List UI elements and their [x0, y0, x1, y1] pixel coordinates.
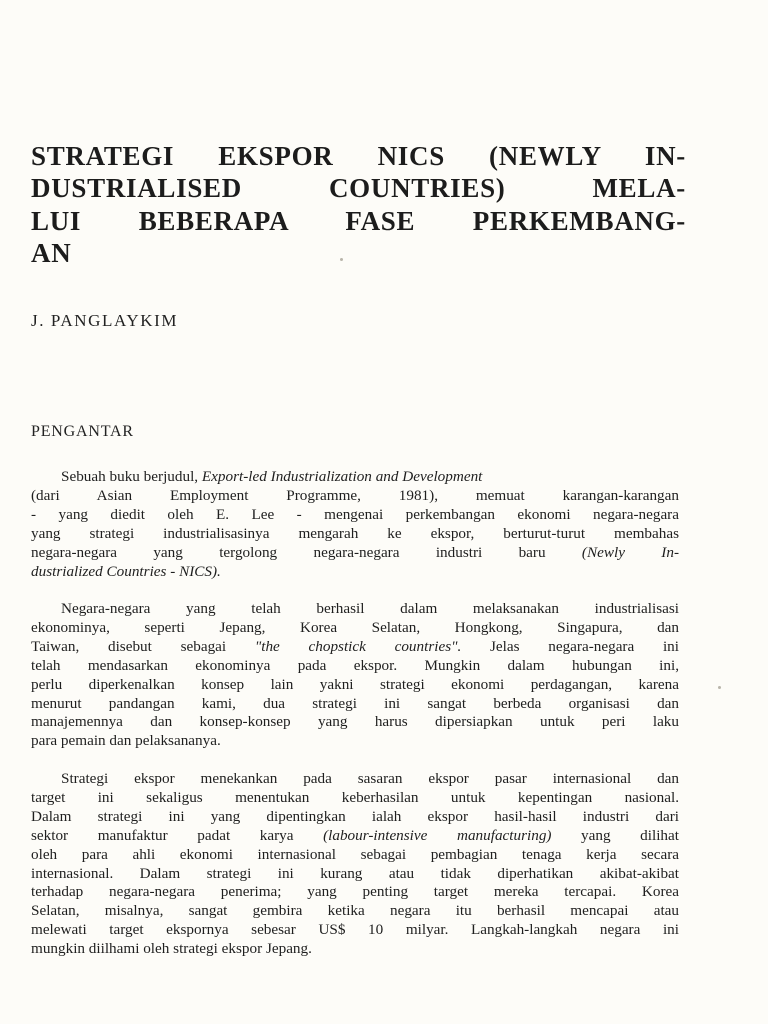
title-line: STRATEGI EKSPOR NICS (NEWLY IN- — [31, 141, 686, 171]
text-run: yang dilihat — [551, 826, 679, 844]
paragraph-line: para pemain dan pelaksananya. — [31, 732, 221, 750]
text-run: sektor manufaktur padat karya — [31, 826, 324, 844]
paragraph-line: ekonominya, seperti Jepang, Korea Selatan, Hongkong, Singapura, dan — [31, 618, 679, 636]
italic-term: (labour-intensive manufacturing) — [323, 826, 552, 844]
scan-speck — [340, 258, 343, 261]
paragraph-line: perlu diperkenalkan konsep lain yakni strategi ekonomi perdagangan, karena — [31, 675, 679, 693]
title-line: LUI BEBERAPA FASE PERKEMBANG- — [31, 205, 686, 236]
text-run: Taiwan, disebut sebagai — [31, 637, 255, 655]
paragraph-line: terhadap negara-negara penerima; yang penting target mereka tercapai. Korea — [31, 883, 679, 901]
paragraph-line: yang strategi industrialisasinya mengarah ke ekspor, berturut-turut membahas — [31, 524, 679, 542]
paragraph-line: Dalam strategi ini yang dipentingkan ialah ekspor hasil-hasil industri dari — [31, 807, 679, 825]
paragraph — [31, 600, 679, 751]
text-run: negara-negara yang tergolong negara-negara industri baru — [31, 543, 582, 561]
paragraph-line — [31, 563, 679, 582]
paragraph-line: (dari Asian Employment Programme, 1981), memuat karangan-karangan — [31, 486, 679, 504]
text-run: Sebuah buku berjudul, — [61, 468, 202, 485]
paragraph — [31, 770, 679, 959]
author-name: J. PANGLAYKIM — [31, 311, 179, 330]
paragraph-line: menurut pandangan kami, dua strategi ini sangat berbeda organisasi dan — [31, 694, 679, 712]
paragraph-line: Negara-negara yang telah berhasil dalam melaksanakan industrialisasi — [61, 600, 679, 617]
paragraph-line: manajemennya dan konsep-konsep yang harus dipersiapkan untuk peri laku — [31, 713, 679, 731]
section-heading: PENGANTAR — [31, 423, 134, 440]
paragraph — [31, 468, 679, 581]
paragraph-line — [31, 827, 679, 846]
scan-speck — [718, 686, 721, 689]
paragraph-line — [31, 544, 679, 563]
paragraph-line: oleh para ahli ekonomi internasional sebagai pembagian tenaga kerja secara — [31, 845, 679, 863]
paragraph-line: melewati target ekspornya sebesar US$ 10 milyar. Langkah-langkah negara ini — [31, 921, 679, 939]
paragraph-line: - yang diedit oleh E. Lee - mengenai perkembangan ekonomi negara-negara — [31, 505, 679, 523]
italic-quote: "the chopstick countries". — [254, 637, 462, 655]
paragraph-line: Strategi ekspor menekankan pada sasaran ekspor pasar internasional dan — [61, 770, 679, 787]
text-run: Jelas negara-negara ini — [461, 637, 679, 655]
paragraph-line — [31, 638, 679, 657]
title-line: AN — [31, 238, 72, 269]
paragraph-line: internasional. Dalam strategi ini kurang atau tidak diperhatikan akibat-akibat — [31, 864, 679, 882]
book-title-italic: Export-led Industrialization and Development — [201, 468, 483, 485]
italic-term: dustrialized Countries - NICS). — [31, 562, 221, 580]
paragraph-line: Selatan, misalnya, sangat gembira ketika negara itu berhasil mencapai atau — [31, 902, 679, 920]
paragraph-line: mungkin diilhami oleh strategi ekspor Jepang. — [31, 940, 312, 958]
italic-term: (Newly In- — [581, 543, 679, 561]
article-title — [31, 140, 686, 270]
paragraph-line — [31, 468, 679, 487]
paragraph-line: target ini sekaligus menentukan keberhasilan untuk kepentingan nasional. — [31, 788, 679, 806]
paragraph-line: telah mendasarkan ekonominya pada ekspor. Mungkin dalam hubungan ini, — [31, 656, 679, 674]
title-line: DUSTRIALISED COUNTRIES) MELA- — [31, 173, 686, 204]
